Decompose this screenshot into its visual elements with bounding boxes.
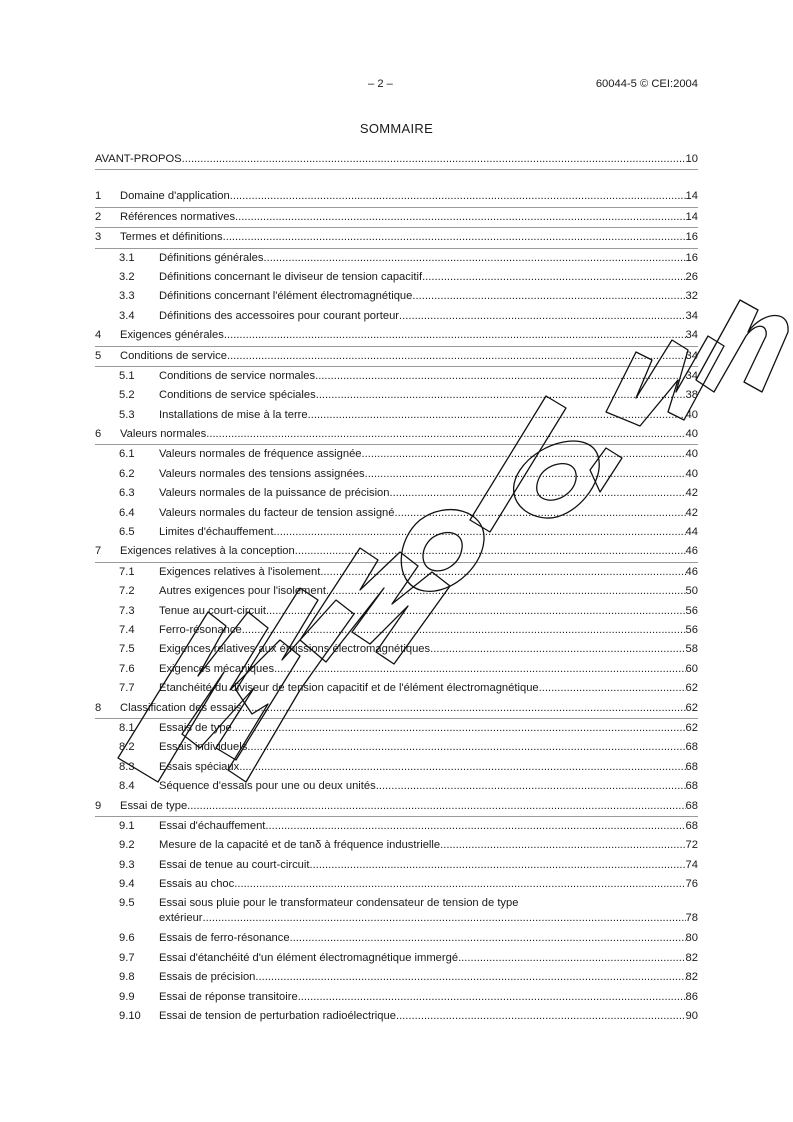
dot-leader bbox=[265, 817, 685, 836]
toc-entry-section-6-5[interactable] bbox=[95, 523, 698, 542]
toc-entry-number: 7.1 bbox=[119, 565, 135, 578]
toc-entry-number: 7.3 bbox=[119, 604, 135, 617]
toc-entry-number: 2 bbox=[95, 210, 102, 223]
toc-entry-foreword[interactable] bbox=[95, 150, 698, 170]
toc-entry-label: Définitions des accessoires pour courant porteur bbox=[159, 309, 400, 322]
toc-entry-number: 3.4 bbox=[119, 309, 135, 322]
toc-entry-page: 16 bbox=[685, 231, 698, 244]
toc-entry-page: 34 bbox=[685, 309, 698, 322]
toc-entry-page: 76 bbox=[685, 878, 698, 891]
toc-entry-page: 40 bbox=[685, 448, 698, 461]
toc-entry-number: 7.2 bbox=[119, 585, 135, 598]
dot-leader bbox=[412, 287, 685, 306]
toc-entry-page: 82 bbox=[685, 951, 698, 964]
toc-entry-label: Essais de ferro-résonance bbox=[159, 932, 290, 945]
toc-entry-chapter-9[interactable] bbox=[95, 797, 698, 817]
toc-entry-page: 42 bbox=[685, 506, 698, 519]
toc-entry-page: 86 bbox=[685, 990, 698, 1003]
toc-entry-label: Etanchéité du diviseur de tension capacitif et de l'élément électromagnétique bbox=[159, 682, 539, 695]
toc-entry-label: Valeurs normales des tensions assignées bbox=[159, 467, 365, 480]
toc-entry-label: Définitions générales bbox=[159, 251, 264, 264]
dot-leader bbox=[422, 268, 685, 287]
toc-entry-section-3-2[interactable] bbox=[95, 268, 698, 287]
toc-entry-label: Définitions concernant le diviseur de tension capacitif bbox=[159, 270, 423, 283]
dot-leader bbox=[295, 542, 686, 561]
toc-entry-label: Conditions de service normales bbox=[159, 369, 316, 382]
toc-entry-number: 3.3 bbox=[119, 290, 135, 303]
toc-entry-page: 68 bbox=[685, 819, 698, 832]
dot-leader bbox=[362, 445, 686, 464]
toc-entry-label: Essais individuels bbox=[159, 741, 248, 754]
toc-entry-page: 46 bbox=[685, 545, 698, 558]
toc-entry-section-3-3[interactable] bbox=[95, 287, 698, 306]
toc-entry-number: 6.1 bbox=[119, 448, 135, 461]
dot-leader bbox=[223, 228, 686, 247]
toc-entry-page: 68 bbox=[685, 799, 698, 812]
toc-entry-label: Limites d'échauffement bbox=[159, 526, 274, 539]
toc-entry-page: 60 bbox=[685, 662, 698, 675]
toc-entry-page: 46 bbox=[685, 565, 698, 578]
toc-entry-section-7-6[interactable] bbox=[95, 660, 698, 679]
dot-leader bbox=[396, 1007, 686, 1026]
toc-entry-section-7-3[interactable] bbox=[95, 602, 698, 621]
toc-entry-section-6-2[interactable] bbox=[95, 465, 698, 484]
toc-entry-number: 3 bbox=[95, 231, 102, 244]
dot-leader bbox=[266, 602, 686, 621]
toc-entry-label: Essai sous pluie pour le transformateur condensateur de tension de type bbox=[159, 897, 519, 910]
toc-entry-number: 9.6 bbox=[119, 932, 135, 945]
toc-entry-number: 9.10 bbox=[119, 1010, 141, 1023]
toc-entry-number: 6.3 bbox=[119, 487, 135, 500]
toc-entry-number: 7 bbox=[95, 545, 102, 558]
toc-entry-section-7-7[interactable] bbox=[95, 679, 698, 698]
dot-leader bbox=[316, 386, 686, 405]
dot-leader bbox=[539, 679, 686, 698]
toc-entry-number: 9.5 bbox=[119, 897, 135, 910]
dot-leader bbox=[298, 988, 686, 1007]
toc-entry-label: Conditions de service spéciales bbox=[159, 389, 316, 402]
toc-entry-label: Valeurs normales du facteur de tension assigné bbox=[159, 506, 395, 519]
toc-entry-number: 4 bbox=[95, 329, 102, 342]
toc-entry-number: 9.9 bbox=[119, 990, 135, 1003]
toc-entry-page: 90 bbox=[685, 1010, 698, 1023]
toc-entry-chapter-4[interactable] bbox=[95, 326, 698, 346]
toc-entry-section-7-2[interactable] bbox=[95, 582, 698, 601]
toc-entry-number: 9.8 bbox=[119, 971, 135, 984]
toc-entry-number: 5.1 bbox=[119, 369, 135, 382]
toc-entry-section-9-5[interactable] bbox=[95, 894, 698, 929]
toc-entry-number: 7.7 bbox=[119, 682, 135, 695]
toc-entry-label: Références normatives bbox=[120, 210, 236, 223]
toc-entry-page: 50 bbox=[685, 585, 698, 598]
dot-leader bbox=[395, 504, 686, 523]
toc-entry-number: 9.1 bbox=[119, 819, 135, 832]
toc-entry-section-7-5[interactable] bbox=[95, 640, 698, 659]
dot-leader bbox=[376, 777, 686, 796]
toc-entry-page: 68 bbox=[685, 780, 698, 793]
toc-entry-section-6-1[interactable] bbox=[95, 445, 698, 464]
dot-leader bbox=[290, 929, 686, 948]
toc-entry-page: 34 bbox=[685, 349, 698, 362]
toc-entry-section-9-3[interactable] bbox=[95, 856, 698, 875]
toc-entry-label: Classification des essais bbox=[120, 701, 242, 714]
dot-leader bbox=[274, 523, 686, 542]
dot-leader bbox=[310, 856, 686, 875]
toc-entry-number: 8.4 bbox=[119, 780, 135, 793]
toc-entry-page: 68 bbox=[685, 741, 698, 754]
toc-entry-number: 8.1 bbox=[119, 721, 135, 734]
watermark-letter-n bbox=[696, 300, 788, 392]
toc-entry-page: 40 bbox=[685, 408, 698, 421]
toc-entry-number: 6 bbox=[95, 428, 102, 441]
toc-entry-section-3-4[interactable] bbox=[95, 307, 698, 326]
toc-entry-number: 7.5 bbox=[119, 643, 135, 656]
toc-entry-section-9-8[interactable] bbox=[95, 968, 698, 987]
dot-leader bbox=[235, 208, 686, 227]
toc-entry-section-9-1[interactable] bbox=[95, 817, 698, 836]
toc-entry-section-5-2[interactable] bbox=[95, 386, 698, 405]
toc-entry-label: AVANT-PROPOS bbox=[95, 153, 182, 165]
dot-leader bbox=[440, 836, 685, 855]
toc-entry-section-8-2[interactable] bbox=[95, 738, 698, 757]
toc-entry-section-9-10[interactable] bbox=[95, 1007, 698, 1026]
toc-entry-label: Installations de mise à la terre bbox=[159, 408, 308, 421]
toc-entry-page: 58 bbox=[685, 643, 698, 656]
toc-entry-page: 62 bbox=[685, 682, 698, 695]
page-title: SOMMAIRE bbox=[359, 121, 434, 136]
dot-leader bbox=[255, 968, 685, 987]
dot-leader bbox=[247, 738, 685, 757]
toc-entry-number: 8.3 bbox=[119, 760, 135, 773]
toc-entry-label: Essai de tension de perturbation radioélectrique bbox=[159, 1010, 396, 1023]
dot-leader bbox=[182, 150, 686, 169]
toc-entry-label: Autres exigences pour l'isolement bbox=[159, 585, 326, 598]
toc-entry-chapter-2[interactable] bbox=[95, 208, 698, 228]
toc-entry-chapter-6[interactable] bbox=[95, 425, 698, 445]
toc-entry-section-8-1[interactable] bbox=[95, 719, 698, 738]
toc-entry-number: 7.6 bbox=[119, 662, 135, 675]
page-header bbox=[0, 78, 793, 94]
toc-entry-section-8-3[interactable] bbox=[95, 758, 698, 777]
toc-entry-number: 5.2 bbox=[119, 389, 135, 402]
toc-entry-section-9-2[interactable] bbox=[95, 836, 698, 855]
toc-entry-page: 10 bbox=[685, 153, 698, 165]
toc-entry-label: Essais spéciaux bbox=[159, 760, 240, 773]
toc-entry-page: 62 bbox=[685, 721, 698, 734]
toc-entry-section-5-1[interactable] bbox=[95, 367, 698, 386]
dot-leader bbox=[326, 582, 686, 601]
toc-entry-page: 34 bbox=[685, 369, 698, 382]
toc-entry-label: Essai d'échauffement bbox=[159, 819, 266, 832]
dot-leader bbox=[230, 187, 686, 206]
toc-entry-section-7-4[interactable] bbox=[95, 621, 698, 640]
toc-entry-page: 62 bbox=[685, 701, 698, 714]
toc-entry-label: Domaine d'application bbox=[120, 190, 230, 203]
toc-entry-number: 5 bbox=[95, 349, 102, 362]
dot-leader bbox=[263, 249, 685, 268]
toc-entry-number: 9 bbox=[95, 799, 102, 812]
toc-entry-label: Essais au choc bbox=[159, 878, 235, 891]
toc-entry-label: Valeurs normales bbox=[120, 428, 207, 441]
toc-entry-number: 6.2 bbox=[119, 467, 135, 480]
toc-entry-label: Valeurs normales de fréquence assignée bbox=[159, 448, 362, 461]
toc-entry-number: 5.3 bbox=[119, 408, 135, 421]
dot-leader bbox=[274, 660, 685, 679]
toc-entry-page: 72 bbox=[685, 839, 698, 852]
toc-entry-section-8-4[interactable] bbox=[95, 777, 698, 796]
toc-entry-number: 8 bbox=[95, 701, 102, 714]
toc-entry-label: Exigences relatives à l'isolement bbox=[159, 565, 321, 578]
toc-entry-page: 74 bbox=[685, 858, 698, 871]
dot-leader bbox=[365, 465, 686, 484]
toc-entry-label: Termes et définitions bbox=[120, 231, 223, 244]
dot-leader bbox=[206, 425, 685, 444]
toc-entry-section-6-4[interactable] bbox=[95, 504, 698, 523]
toc-entry-label: Tenue au court-circuit bbox=[159, 604, 266, 617]
toc-entry-label: Exigences générales bbox=[120, 329, 224, 342]
toc-entry-page: 42 bbox=[685, 487, 698, 500]
toc-entry-label: Définitions concernant l'élément électromagnétique bbox=[159, 290, 413, 303]
dot-leader bbox=[203, 909, 686, 928]
toc-entry-page: 14 bbox=[685, 190, 698, 203]
toc-entry-page: 80 bbox=[685, 932, 698, 945]
dot-leader bbox=[187, 797, 685, 816]
toc-entry-chapter-3[interactable] bbox=[95, 228, 698, 248]
dot-leader bbox=[239, 758, 685, 777]
toc-entry-page: 56 bbox=[685, 604, 698, 617]
dot-leader bbox=[234, 875, 685, 894]
toc-entry-chapter-5[interactable] bbox=[95, 347, 698, 367]
toc-entry-label: Essai de tenue au court-circuit bbox=[159, 858, 310, 871]
dot-leader bbox=[320, 563, 685, 582]
dot-leader bbox=[242, 699, 686, 718]
toc-entry-page: 56 bbox=[685, 623, 698, 636]
dot-leader bbox=[390, 484, 686, 503]
toc-entry-label: Exigences relatives à la conception bbox=[120, 545, 295, 558]
toc-entry-page: 82 bbox=[685, 971, 698, 984]
toc-entry-section-9-6[interactable] bbox=[95, 929, 698, 948]
toc-entry-section-9-9[interactable] bbox=[95, 988, 698, 1007]
toc-entry-label: Essai de réponse transitoire bbox=[159, 990, 298, 1003]
toc-entry-page: 38 bbox=[685, 389, 698, 402]
toc-entry-number: 3.1 bbox=[119, 251, 135, 264]
toc-entry-page: 44 bbox=[685, 526, 698, 539]
toc-entry-page: 40 bbox=[685, 467, 698, 480]
toc-entry-page: 34 bbox=[685, 329, 698, 342]
dot-leader bbox=[308, 406, 686, 425]
dot-leader bbox=[227, 347, 686, 366]
toc-entry-page: 40 bbox=[685, 428, 698, 441]
toc-entry-label: Conditions de service bbox=[120, 349, 227, 362]
toc-entry-label: Essai d'étanchéité d'un élément électromagnétique immergé bbox=[159, 951, 459, 964]
dot-leader bbox=[458, 949, 685, 968]
toc-entry-label: Séquence d'essais pour une ou deux unités bbox=[159, 780, 376, 793]
toc-entry-number: 6.4 bbox=[119, 506, 135, 519]
dot-leader bbox=[232, 719, 686, 738]
dot-leader bbox=[242, 621, 686, 640]
toc-entry-section-6-3[interactable] bbox=[95, 484, 698, 503]
toc-entry-section-7-1[interactable] bbox=[95, 563, 698, 582]
toc-entry-page: 32 bbox=[685, 290, 698, 303]
toc-entry-page: 26 bbox=[685, 270, 698, 283]
toc-entry-label: Exigences mécaniques bbox=[159, 662, 275, 675]
dot-leader bbox=[430, 640, 685, 659]
toc-entry-label: Valeurs normales de la puissance de précision bbox=[159, 487, 390, 500]
toc-entry-page: 78 bbox=[685, 912, 698, 925]
toc-entry-section-5-3[interactable] bbox=[95, 406, 698, 425]
document-reference: 60044-5 © CEI:2004 bbox=[595, 78, 698, 90]
toc-entry-number: 9.2 bbox=[119, 839, 135, 852]
toc-entry-chapter-7[interactable] bbox=[95, 542, 698, 562]
toc-entry-number: 9.7 bbox=[119, 951, 135, 964]
toc-entry-section-3-1[interactable] bbox=[95, 249, 698, 268]
toc-entry-chapter-1[interactable] bbox=[95, 187, 698, 207]
toc-entry-label: Exigences relatives aux émissions électromagnétiques bbox=[159, 643, 431, 656]
toc-entry-page: 14 bbox=[685, 210, 698, 223]
table-of-contents bbox=[95, 150, 698, 1026]
toc-entry-page: 16 bbox=[685, 251, 698, 264]
toc-entry-number: 6.5 bbox=[119, 526, 135, 539]
toc-entry-number: 3.2 bbox=[119, 270, 135, 283]
toc-entry-number: 9.4 bbox=[119, 878, 135, 891]
toc-entry-number: 1 bbox=[95, 190, 102, 203]
toc-entry-number: 8.2 bbox=[119, 741, 135, 754]
toc-entry-page: 68 bbox=[685, 760, 698, 773]
dot-leader bbox=[315, 367, 685, 386]
page-number: – 2 – bbox=[368, 78, 393, 90]
toc-entry-number: 7.4 bbox=[119, 623, 135, 636]
toc-entry-label: Essais de précision bbox=[159, 971, 256, 984]
toc-entry-label: Mesure de la capacité et de tanδ à fréquence industrielle bbox=[159, 839, 441, 852]
toc-entry-label-continuation: extérieur bbox=[159, 912, 203, 925]
toc-entry-chapter-8[interactable] bbox=[95, 699, 698, 719]
toc-entry-section-9-4[interactable] bbox=[95, 875, 698, 894]
toc-entry-section-9-7[interactable] bbox=[95, 949, 698, 968]
toc-entry-label: Essais de type bbox=[159, 721, 232, 734]
toc-entry-label: Essai de type bbox=[120, 799, 188, 812]
toc-entry-number: 9.3 bbox=[119, 858, 135, 871]
dot-leader bbox=[224, 326, 686, 345]
toc-entry-label: Ferro-résonance bbox=[159, 623, 242, 636]
dot-leader bbox=[399, 307, 686, 326]
